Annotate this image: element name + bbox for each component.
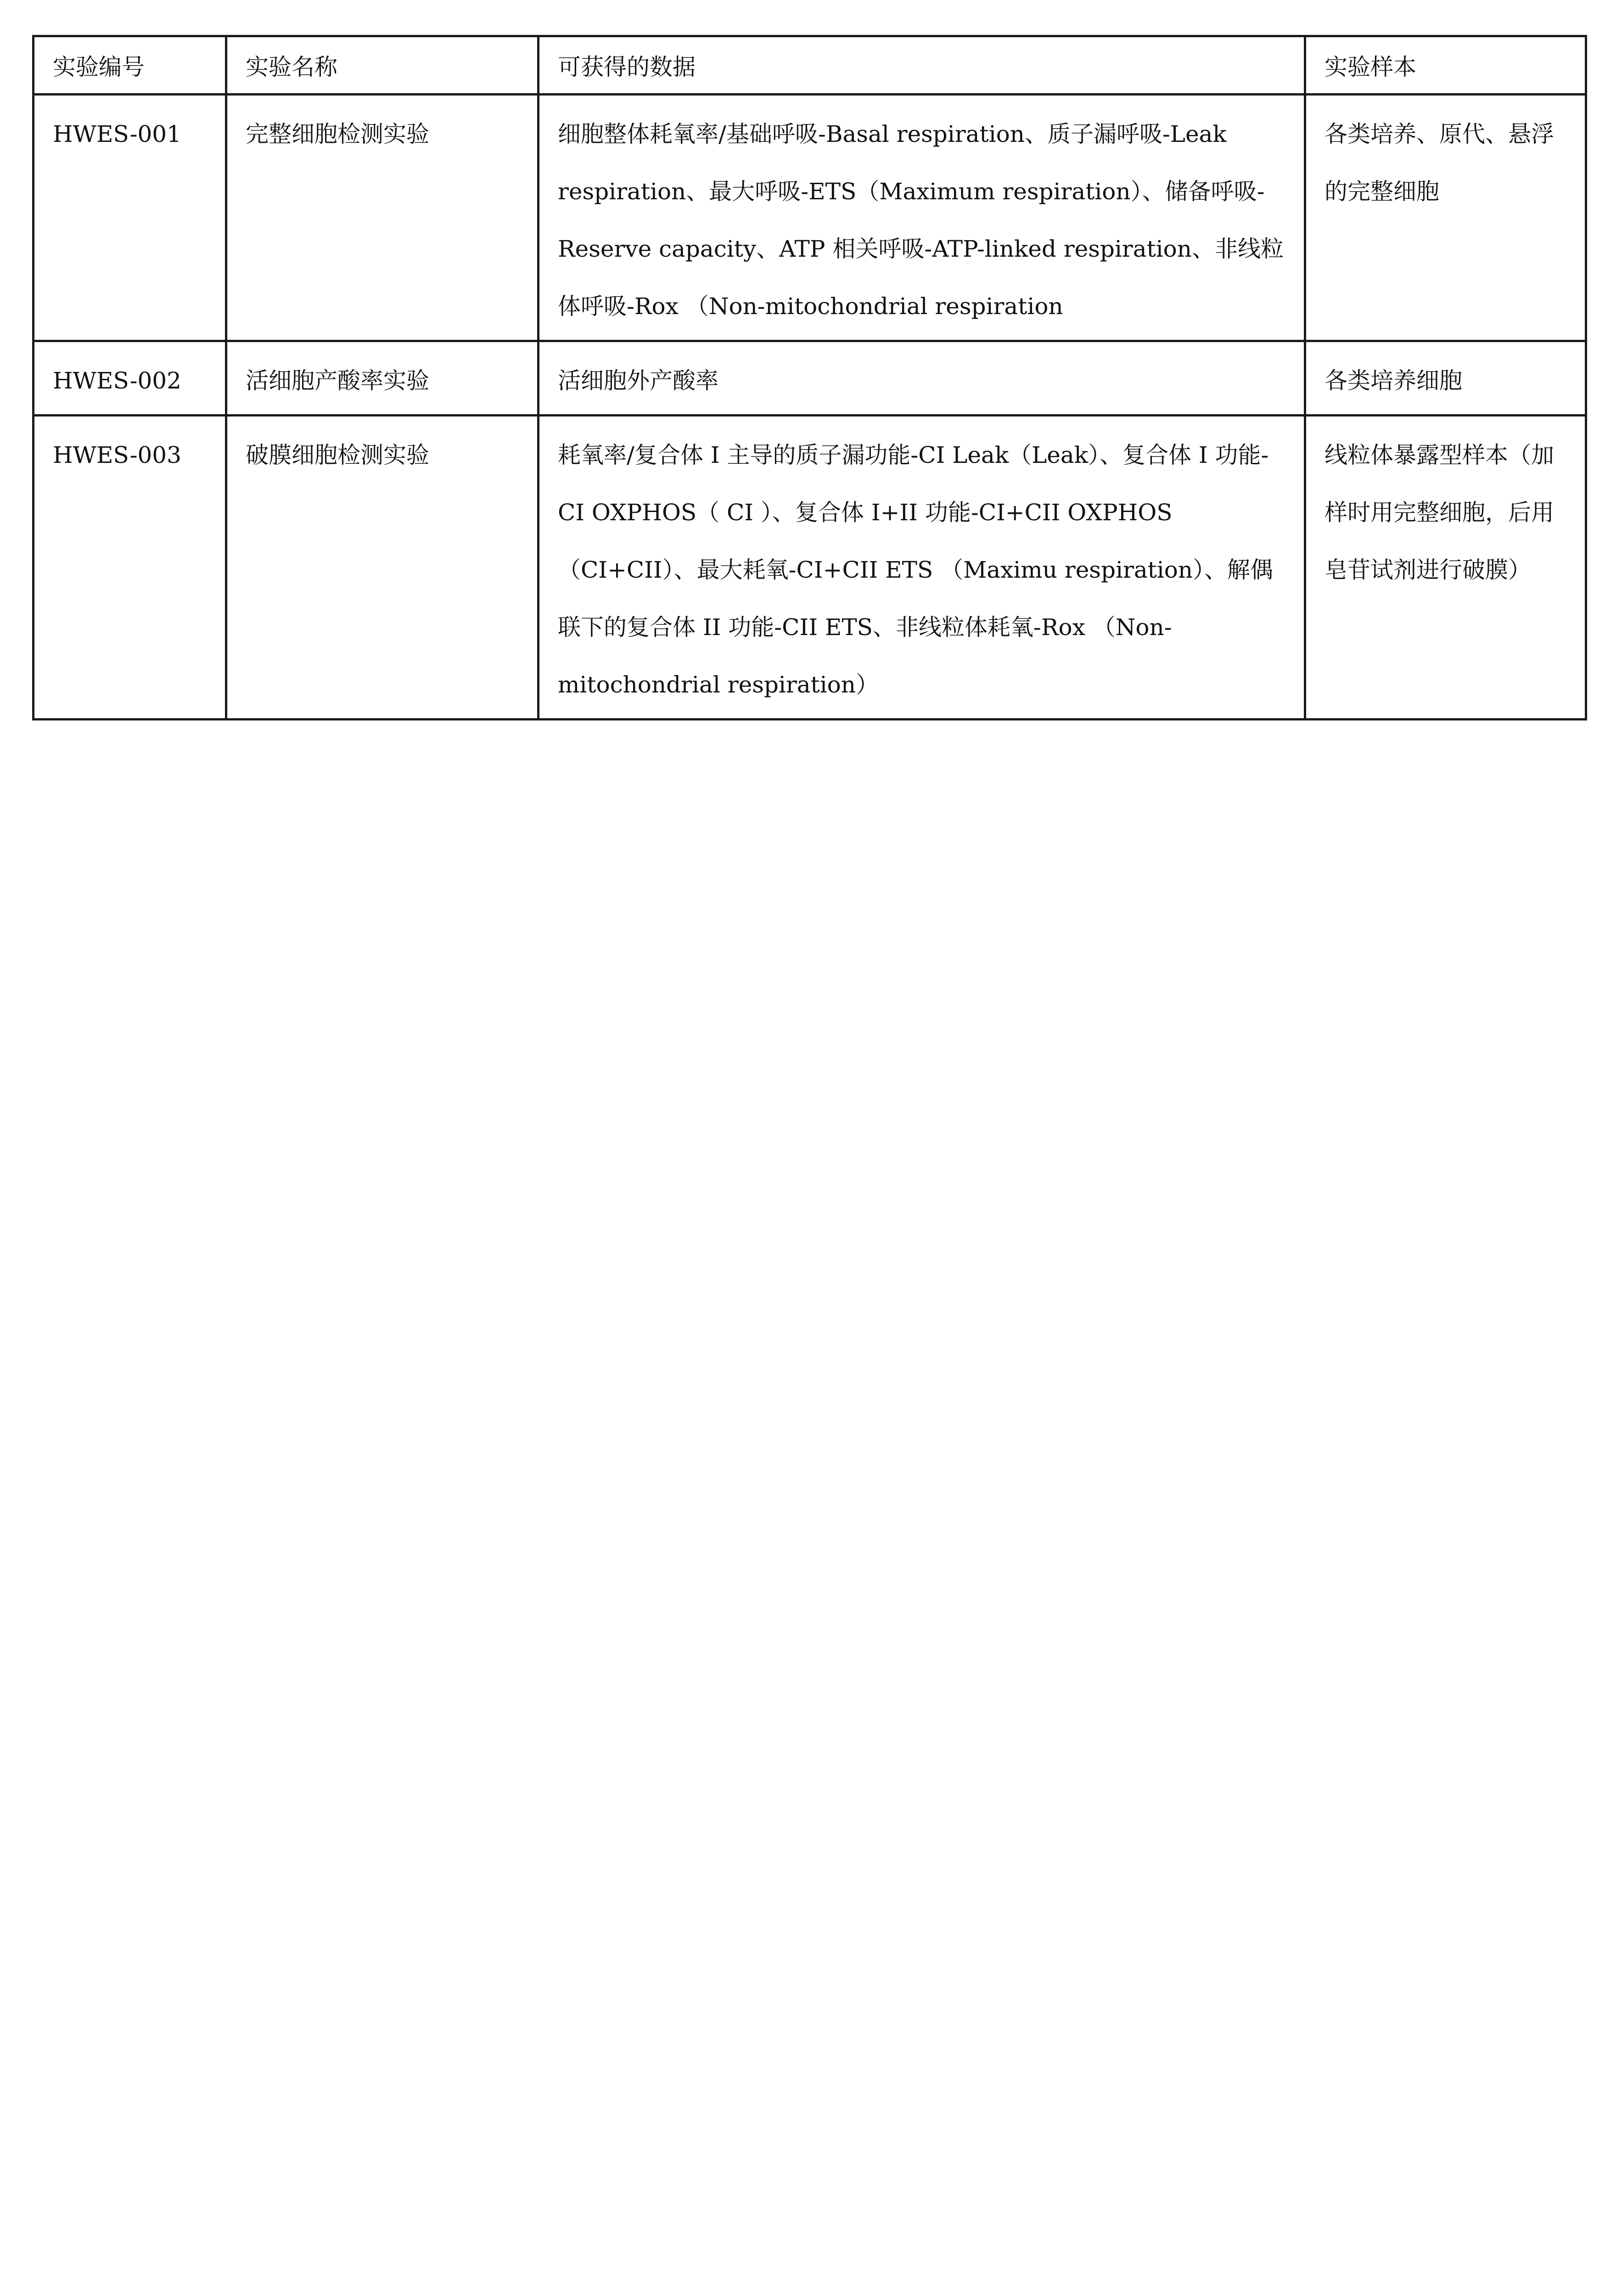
table-row-hwes-002 [34,341,1586,416]
experiment-sample-cell: 各类培养细胞 [1305,341,1586,416]
available-data-cell: 细胞整体耗氧率/基础呼吸-Basal respiration、质子漏呼吸-Leak respiration、最大呼吸-ETS（Maximum respiration）、储备呼吸-Reserve capacity、ATP 相关呼吸-ATP-linked respiration、非线粒体呼吸-Rox （Non-mitochondrial respiration [539,95,1305,341]
experiment-sample-cell: 线粒体暴露型样本（加样时用完整细胞，后用皂苷试剂进行破膜） [1305,416,1586,720]
experiment-name-cell: 完整细胞检测实验 [226,95,539,341]
available-data-cell: 耗氧率/复合体 I 主导的质子漏功能-CI Leak（Leak）、复合体 I 功能-CI OXPHOS（ CI ）、复合体 I+II 功能-CI+CII OXPHOS （CI+CII）、最大耗氧-CI+CII ETS （Maximu respiration）、解偶联下的复合体 II 功能-CII ETS、非线粒体耗氧-Rox （Non-mitochondrial respiration） [539,416,1305,720]
table-row-hwes-001 [34,95,1586,341]
table-row-hwes-003 [34,416,1586,720]
header-cell-experiment-id: 实验编号 [34,36,226,95]
experiment-name-cell: 活细胞产酸率实验 [226,341,539,416]
experiment-id-cell: HWES-002 [34,341,226,416]
experiment-id-cell: HWES-001 [34,95,226,341]
header-cell-experiment-name: 实验名称 [226,36,539,95]
experiment-name-cell: 破膜细胞检测实验 [226,416,539,720]
experiment-id-cell: HWES-003 [34,416,226,720]
experiment-table [32,35,1587,720]
table-header-row [34,36,1586,95]
header-cell-experiment-sample: 实验样本 [1305,36,1586,95]
available-data-cell: 活细胞外产酸率 [539,341,1305,416]
header-cell-available-data: 可获得的数据 [539,36,1305,95]
experiment-sample-cell: 各类培养、原代、悬浮的完整细胞 [1305,95,1586,341]
